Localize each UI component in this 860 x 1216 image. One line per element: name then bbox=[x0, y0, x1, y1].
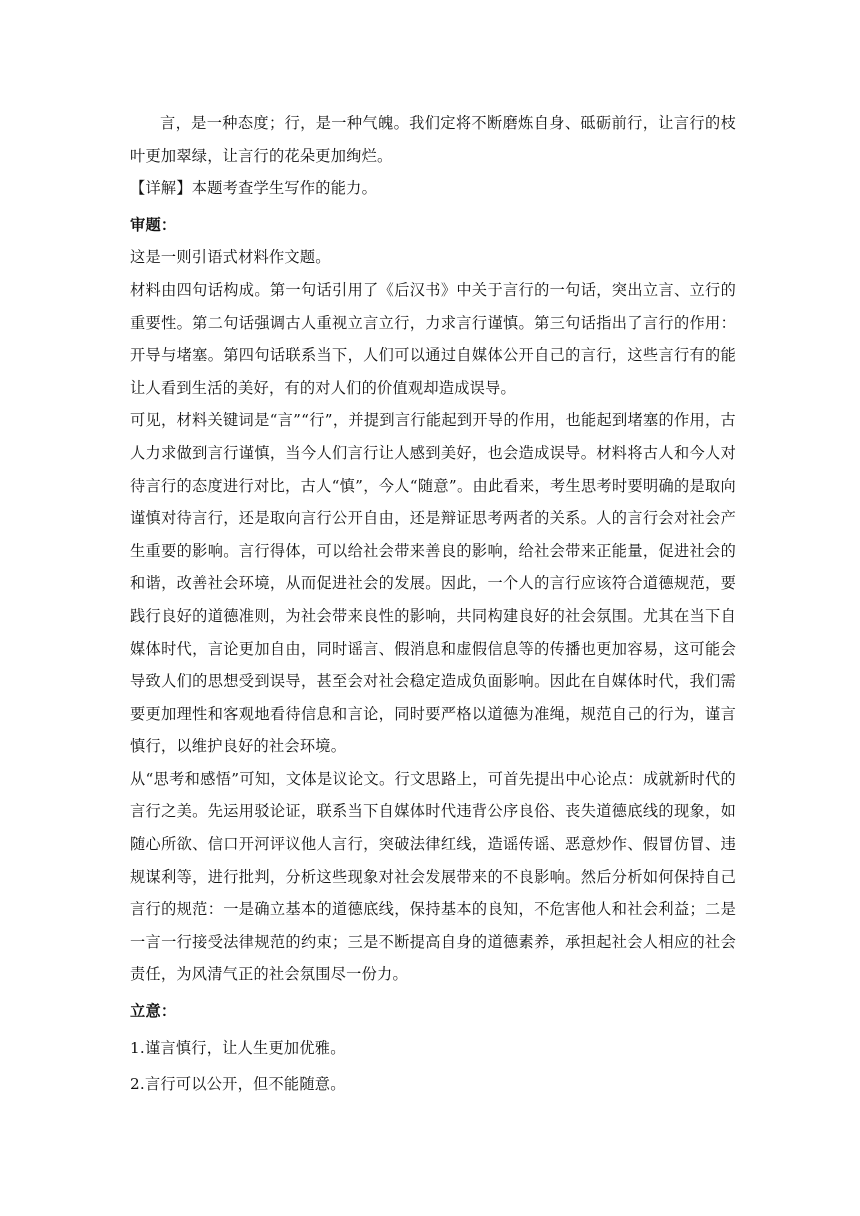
section-heading-ideas: 立意： bbox=[130, 1002, 177, 1021]
section-heading-review: 审题： bbox=[130, 215, 177, 234]
idea-item: 2.言行可以公开，但不能随意。 bbox=[130, 1075, 346, 1094]
idea-item: 1.谨言慎行，让人生更加优雅。 bbox=[130, 1038, 346, 1057]
keywords-analysis-paragraph: 可见，材料关键词是“言”“行”，并提到言行能起到开导的作用，也能起到堵塞的作用，古人力求做到言行谨慎，当今人们言行让人感到美好，也会造成误导。材料将古人和今人对待言行的态度进行对比，古人“慎”，今人“随意”。由此看来，考生思考时要明确的是取向谨慎对待言行，还是取向言行公开自由，还是辩证思考两者的关系。人的言行会对社会产生重要的影响。言行得体，可以给社会带来善良的影响，给社会带来正能量，促进社会的和谐，改善社会环境，从而促进社会的发展。因此，一个人的言行应该符合道德规范，要践行良好的道德准则，为社会带来良性的影响，共同构建良好的社会氛围。尤其在当下自媒体时代，言论更加自由，同时谣言、假消息和虚假信息等的传播也更加容易，这可能会导致人们的思想受到误导，甚至会对社会稳定造成负面影响。因此在自媒体时代，我们需要更加理性和客观地看待信息和言论，同时要严格以道德为准绳，规范自己的行为，谨言慎行，以维护良好的社会环境。 bbox=[130, 411, 736, 756]
material-analysis-paragraph: 材料由四句话构成。第一句话引用了《后汉书》中关于言行的一句话，突出立言、立行的重要性。第二句话强调古人重视立言立行，力求言行谨慎。第三句话指出了言行的作用：开导与堵塞。第四句话联系当下，人们可以通过自媒体公开自己的言行，这些言行有的能让人看到生活的美好，有的对人们的价值观却造成误导。 bbox=[130, 280, 736, 397]
structure-analysis-paragraph: 从“思考和感悟”可知，文体是议论文。行文思路上，可首先提出中心论点：成就新时代的言行之美。先运用驳论证，联系当下自媒体时代违背公序良俗、丧失道德底线的现象，如随心所欲、信口开河评议他人言行，突破法律红线，造谣传谣、恶意炒作、假冒仿冒、违规谋利等，进行批判，分析这些现象对社会发展带来的不良影响。然后分析如何保持自己言行的规范：一是确立基本的道德底线，保持基本的良知，不危害他人和社会利益；二是一言一行接受法律规范的约束；三是不断提高自身的道德素养，承担起社会人相应的社会责任，为风清气正的社会氛围尽一份力。 bbox=[130, 769, 736, 984]
document-page bbox=[130, 107, 736, 1101]
intro-paragraph: 言，是一种态度；行，是一种气魄。我们定将不断磨炼自身、砥砺前行，让言行的枝叶更加翠绿，让言行的花朵更加绚烂。 bbox=[130, 114, 736, 165]
type-paragraph: 这是一则引语式材料作文题。 bbox=[130, 248, 331, 267]
detail-paragraph: 【详解】本题考查学生写作的能力。 bbox=[130, 179, 377, 198]
